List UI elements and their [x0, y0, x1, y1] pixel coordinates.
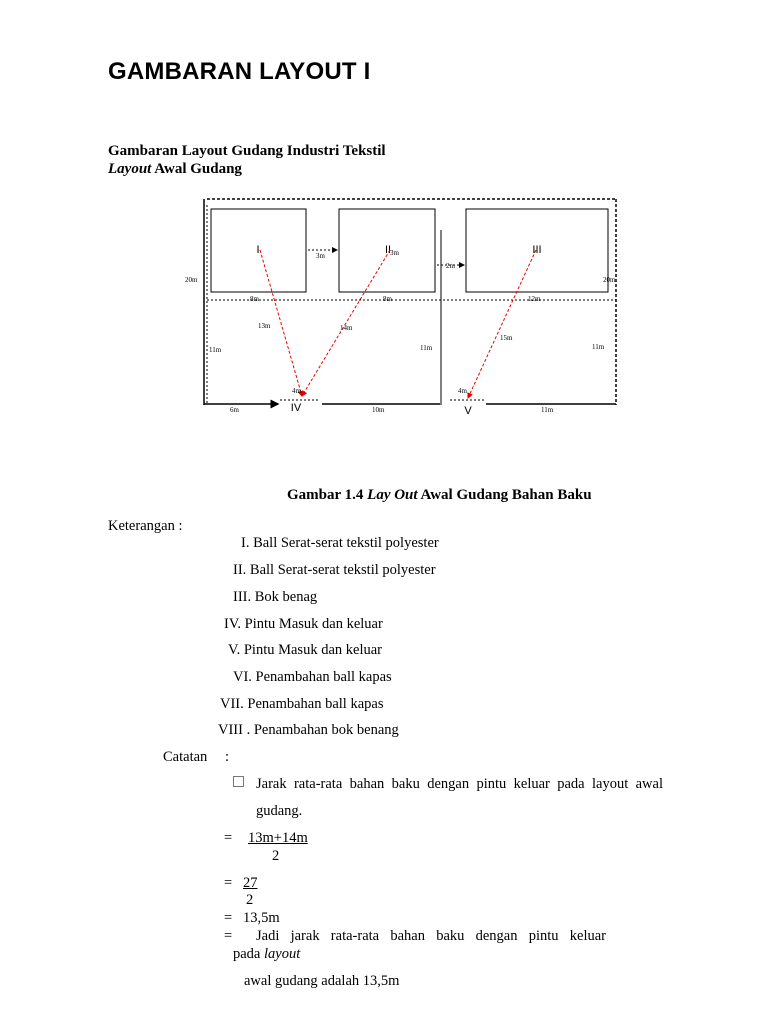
conclusion-line-2: [233, 946, 300, 963]
legend-item-iii: III. Bok benag: [233, 589, 318, 605]
calc-numerator-2: 27: [243, 875, 258, 891]
figure-caption: [287, 487, 592, 504]
width-3-dim: 12m: [528, 295, 541, 303]
calc-result: 13,5m: [243, 910, 280, 926]
catatan-label: Catatan: [163, 749, 208, 765]
legend-item-vi: VI. Penambahan ball kapas: [233, 669, 392, 685]
legend-item-iv: IV. Pintu Masuk dan keluar: [224, 616, 383, 632]
door-v-label: V: [464, 405, 472, 417]
subtitle-italic: Layout: [108, 161, 152, 177]
room-iii-label: III: [532, 244, 542, 256]
warehouse-layout-diagram: [180, 190, 620, 420]
note-bullet-line-2: gudang.: [256, 803, 303, 819]
catatan-colon: :: [225, 749, 230, 765]
legend-item-i: I. Ball Serat-serat tekstil polyester: [241, 535, 439, 551]
gap-1-2-dim: 3m: [316, 252, 325, 260]
note-bullet-line-1: [233, 776, 663, 793]
calc-eq-1: =: [224, 830, 233, 846]
checkbox-bullet-icon: [233, 776, 244, 787]
height-right-dim: 20m: [603, 276, 616, 284]
calc-eq-4: =: [224, 928, 233, 944]
keterangan-label: Keterangan :: [108, 518, 183, 534]
room-ii-label: II: [384, 244, 392, 256]
calc-denominator-1: 2: [272, 848, 280, 864]
room-ii-inner-dim: 3m: [390, 249, 399, 257]
distance-iii-dim: 15m: [500, 334, 513, 342]
width-2-dim: 8m: [383, 295, 392, 303]
subtitle-line-2: [108, 161, 242, 178]
width-1-dim: 8m: [250, 295, 259, 303]
calc-eq-3: =: [224, 910, 233, 926]
legend-item-vii: VII. Penambahan ball kapas: [220, 696, 384, 712]
legend-item-viii: VIII . Penambahan bok benang: [218, 722, 399, 738]
conclusion-line-2-italic: layout: [264, 946, 301, 962]
bottom-3-dim: 11m: [541, 406, 554, 414]
calc-eq-2: =: [224, 875, 233, 891]
distance-ii-dim: 14m: [340, 324, 353, 332]
subtitle-rest: Awal Gudang: [151, 161, 242, 177]
legend-item-ii: II. Ball Serat-serat tekstil polyester: [233, 562, 436, 578]
conclusion-line-3: awal gudang adalah 13,5m: [244, 973, 400, 989]
bottom-1-dim: 6m: [230, 406, 239, 414]
mid-lower-dim: 11m: [420, 344, 433, 352]
page-title: GAMBARAN LAYOUT I: [108, 58, 371, 85]
note-text-line-1: Jarak rata-rata bahan baku dengan pintu keluar pada layout awal: [256, 776, 663, 792]
calc-numerator-1: 13m+14m: [248, 830, 308, 846]
caption-italic: Lay Out: [367, 487, 418, 503]
caption-suffix: Awal Gudang Bahan Baku: [417, 487, 592, 503]
room-i-label: I: [256, 244, 260, 256]
conclusion-line-2-pre: pada: [233, 946, 264, 962]
door-v-width: 4m: [458, 387, 467, 395]
subtitle-line-1: Gambaran Layout Gudang Industri Tekstil: [108, 143, 386, 159]
right-lower-dim: 11m: [592, 343, 605, 351]
distance-i-dim: 13m: [258, 322, 271, 330]
calc-denominator-2: 2: [246, 892, 254, 908]
conclusion-text-1: Jadi jarak rata-rata bahan baku dengan pintu keluar: [256, 928, 606, 944]
caption-prefix: Gambar 1.4: [287, 487, 368, 503]
height-left-dim: 20m: [185, 276, 198, 284]
legend-item-v: V. Pintu Masuk dan keluar: [228, 642, 382, 658]
door-iv-label: IV: [290, 402, 302, 414]
gap-2-3-dim: 2m: [446, 262, 455, 270]
door-iv-width: 4m: [292, 387, 301, 395]
left-lower-dim: 11m: [209, 346, 222, 354]
bottom-2-dim: 10m: [372, 406, 385, 414]
conclusion-line-1: [256, 928, 606, 945]
